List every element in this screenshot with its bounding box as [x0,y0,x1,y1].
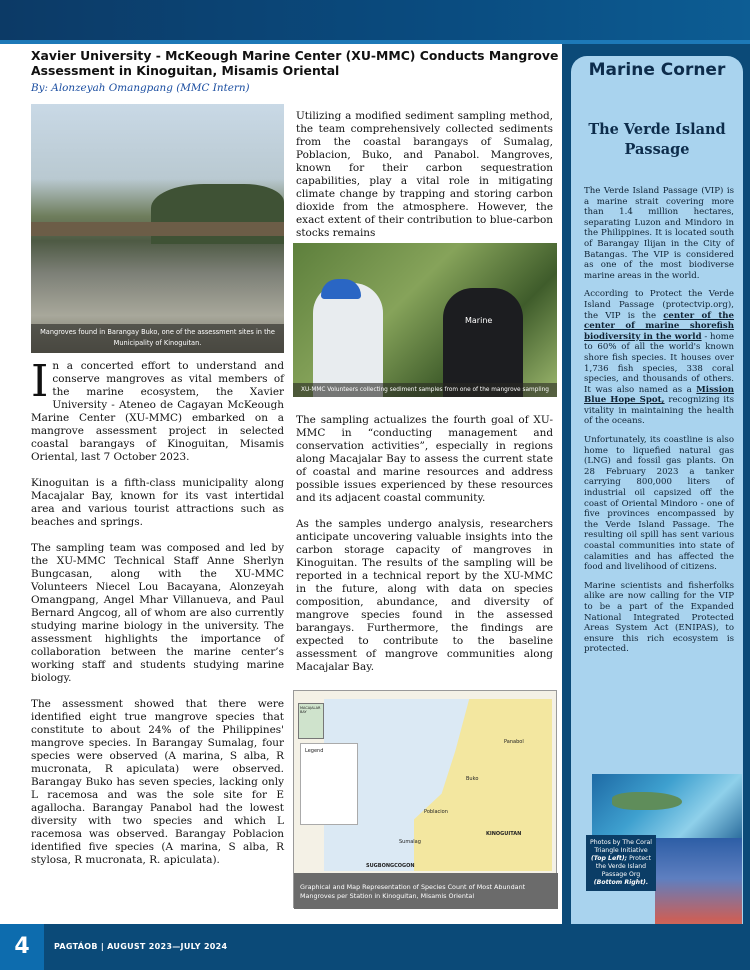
paragraph-species: The assessment showed that there were identified eight true mangrove species that constitute to about 24% of the Philippines' mangrove species. In Barangay Sumalag, four species were observed (A marina, S alba, R mucronata, R apiculata) were observed. Barangay Buko has seven species, lacking only L racemosa and was the sole site for E agallocha. Barangay Panabol had the lowest diversity with two species and which L racemosa was observed. Barangay Poblacion identified five species (A marina, S alba, R stylosa, R mucronata, R. apiculata). [31,698,284,866]
map-legend [300,743,358,825]
verde-island-map-photo [592,774,742,838]
paragraph-kinoguitan: Kinoguitan is a fifth-class municipality along Macajalar Bay, known for its vast intertidal area and various tourist attractions such as beaches and springs. [31,477,284,528]
top-banner [0,0,750,44]
sidebar-p2-c: - home to 60% of all the world's known shore fish species. It houses over 1,736 fish species, 338 coral species, and thousands of others. It was also named as a [584,331,734,395]
mangrove-photo [31,104,284,353]
intro-paragraph [31,356,284,464]
sidebar-paragraph-3: Unfortunately, its coastline is also home to liquefied natural gas (LNG) and fossil gas plants. On 28 February 2023 a tanker carrying 800,000 liters of industrial oil capsized off the coast of Oriental Mindoro - one of five provinces encompassed by the Verde Island Passage. The resulting oil spill has sent various coastal communities into state of calamities and has affected the food and livelihood of citizens. [584,435,734,573]
map-label-kinoguitan: KINOGUITAN [486,831,522,837]
map-label-poblacion: Poblacion [424,809,448,815]
map-label-sumalag: Sumalag [399,839,421,845]
footer-publication: PAGTÁOB | AUGUST 2023—JULY 2024 [54,942,228,951]
photo-blue-cap [321,279,361,299]
volunteers-photo-caption: XU-MMC Volunteers collecting sediment samples from one of the mangrove sampling sites. [293,383,557,397]
caption-position-b: (Bottom Right). [593,879,649,886]
shirt-text: Marine [465,316,493,325]
sidebar-paragraph-1: The Verde Island Passage (VIP) is a marine strait covering more than 1.4 million hectares, separating Luzon and Mindoro in the Philippines. It is located south of Barangay Ilijan in the City of Batangas. The VIP is considered as one of the most biodiverse marine areas in the world. [584,186,734,281]
species-map [293,690,557,908]
drop-cap: I [31,356,49,407]
byline [31,82,431,94]
article-headline: Xavier University - McKeough Marine Center (XU-MMC) Conducts Mangrove Assessment in Kinoguitan, Misamis Oriental [31,48,559,78]
photo-island [612,792,682,810]
article-column-2-top [296,110,553,240]
sidebar-body [584,186,734,663]
sidebar-photo-caption [586,835,656,891]
map-label-panabol: Panabol [504,739,524,745]
sidebar-p2-hope-spot: Mission Blue Hope Spot, [584,384,734,406]
article-column-1 [31,356,284,880]
byline-author: By: Alonzeyah Omangpang [31,82,173,94]
caption-credit-b: Protect the Verde Island Passage Org [595,855,652,878]
sidebar-paragraph-2 [584,289,734,427]
paragraph-sampling-method: Utilizing a modified sediment sampling method, the team comprehensively collected sediments from the coastal barangays of Sumalag, Poblacion, Buko, and Panabol. Mangroves, known for their carbon sequestration capabilities, play a vital role in mitigating climate change by trapping and storing carbon dioxide from the atmosphere. However, the exact extent of their contribution to blue-carbon stocks remains [296,110,553,239]
map-label-sugbongcogon: SUGBONGCOGON [366,863,415,869]
mangrove-photo-caption: Mangroves found in Barangay Buko, one of the assessment sites in the Municipality of Kinoguitan. [31,324,284,353]
paragraph-analysis: As the samples undergo analysis, researchers anticipate uncovering valuable insights into the carbon storage capacity of mangroves in Kinoguitan. The results of the sampling will be reported in a technical report by the XU-MMC in the future, along with data on species composition, abundance, and diversity of mangrove species found in the assessed barangays. Furthermore, the findings are expected to contribute to the baseline assessment of mangrove communities along Macajalar Bay. [296,518,553,673]
article-column-2-bottom [296,414,553,687]
photo-person-right [443,288,523,397]
inset-label: MACAJALAR BAY [300,706,321,714]
paragraph-team: The sampling team was composed and led by the XU-MMC Technical Staff Anne Sherlyn Bungcasan, along with the XU-MMC Volunteers Niecel Lou Bacayana, Alonzeyah Omangpang, Angel Mhar Villanueva, and Paul Bernard Angcog, all of whom are also currently studying marine biology in the university. The assessment highlights the importance of collaboration between the marine center’s working staff and students studying marine biology. [31,542,284,684]
sidebar-p2-highlight: center of the center of marine shorefish biodiversity in the world [584,310,735,342]
map-label-buko: Buko [466,776,479,782]
legend-label: Legend [305,748,324,754]
photo-boardwalk [31,222,284,236]
caption-position-a: (Top Left); [590,855,628,862]
map-caption: Graphical and Map Representation of Species Count of Most Abundant Mangroves per Station in Kinoguitan, Misamis Oriental [294,873,558,909]
byline-role: (MMC Intern) [176,82,250,94]
sidebar-p2-a: According to Protect the Verde Island Passage (protectvip.org), the VIP is the [584,289,734,321]
page-footer [0,924,750,970]
paragraph-goal: The sampling actualizes the fourth goal of XU-MMC in “conducting management and conservation activities”, especially in regions along Macajalar Bay to assess the current state of coastal and marine resources and address possible issues experienced by these resources and its adjacent coastal community. [296,414,553,504]
page-number: 4 [0,924,44,970]
caption-credit-a: Photos by The Coral Triangle Initiative [589,839,653,854]
photo-person-left [313,283,383,397]
intro-text: n a concerted effort to understand and conserve mangroves as vital members of the marine ecosystem, the Xavier University - Ateneo de Cagayan McKeough Marine Center (XU-MMC) embarked on a mangrove assessment project in selected coastal barangays of Kinoguitan, Misamis Oriental, last 7 October 2023. [31,360,284,463]
sidebar-p2-e: recognizing its vitality in maintaining the health of the oceans. [584,395,735,427]
sidebar-title: The Verde Island Passage [588,121,726,158]
sidebar-heading: Marine Corner [588,60,726,80]
map-inset [298,703,324,739]
sidebar-paragraph-4: Marine scientists and fisherfolks alike are now calling for the VIP to be a part of the Expanded National Integrated Protected Areas System Act (ENIPAS), to ensure this rich ecosystem is protected. [584,580,734,655]
volunteers-photo [293,243,557,407]
